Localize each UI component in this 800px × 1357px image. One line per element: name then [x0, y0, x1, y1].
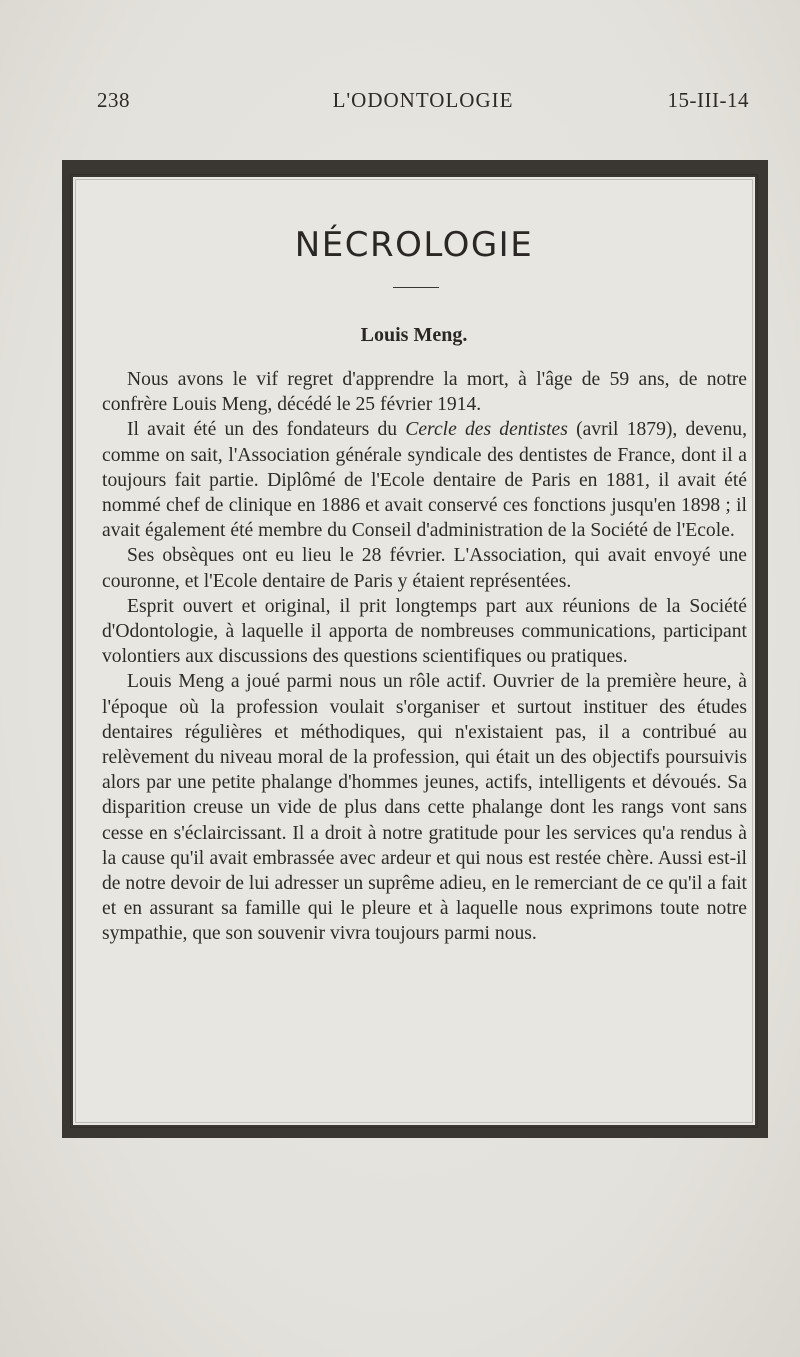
issue-date: 15-III-14: [667, 88, 749, 112]
cercle-des-dentistes: Cercle des dentistes: [405, 419, 568, 441]
obituary-name: Louis Meng.: [360, 324, 468, 346]
paragraph-3: Ses obsèques ont eu lieu le 28 février. L'Association, qui avait envoyé une couronne, et l'Ecole dentaire de Paris y étaient représentées.: [102, 545, 747, 592]
journal-title: L'ODONTOLOGIE: [332, 88, 514, 112]
paragraph-2: [102, 417, 747, 543]
paragraph-5: Louis Meng a joué parmi nous un rôle actif. Ouvrier de la première heure, à l'époque où la profession voulait s'organiser et surtout instituer des études dentaires régulières et méthodiques, qui n'existaient pas, il a contribué au relèvement du niveau moral de la profession, qui était un des objectifs poursuivis alors par une petite phalange d'hommes jeunes, actifs, intelligents et dévoués. Sa disparition creuse un vide de plus dans cette phalange dont les rangs vont sans cesse en s'éclaircissant. Il a droit à notre gratitude pour les services qu'a rendus à la cause qu'il avait embrassée avec ardeur et qui nous est restée chère. Aussi est-il de notre devoir de lui adresser un suprême adieu, en le remerciant de ce qu'il a fait et en assurant sa famille qui le pleure et à laquelle nous exprimons toute notre sympathie, que son souvenir vivra toujours parmi nous.: [102, 671, 747, 945]
paragraph-1: Nous avons le vif regret d'apprendre la mort, à l'âge de 59 ans, de notre confrère Louis Meng, décédé le 25 février 1914.: [102, 369, 747, 416]
paragraph-2-text-b: (avril 1879), devenu, comme on sait, l'Association générale syndicale des dentistes de France, dont il a toujours fait partie. Diplômé de l'Ecole dentaire de Paris en 1881, il avait été nommé chef de clinique en 1886 et avait conservé ces fonctions jusqu'en 1898 ; il avait également été membre du Conseil d'administration de la Société de l'Ecole.: [102, 419, 747, 542]
obituary-mourning-border: [62, 160, 768, 1138]
section-title: NÉCROLOGIE: [294, 225, 534, 265]
paragraph-4: Esprit ouvert et original, il prit longtemps part aux réunions de la Société d'Odontologie, à laquelle il apporta de nombreuses communications, participant volontiers aux discussions des questions scientifiques ou pratiques.: [102, 595, 747, 668]
obituary-body: [102, 367, 747, 947]
page-number: 238: [97, 88, 130, 112]
running-head: [97, 88, 749, 118]
title-divider: [393, 287, 439, 288]
paragraph-2-text-a: Il avait été un des fondateurs du: [127, 419, 406, 441]
